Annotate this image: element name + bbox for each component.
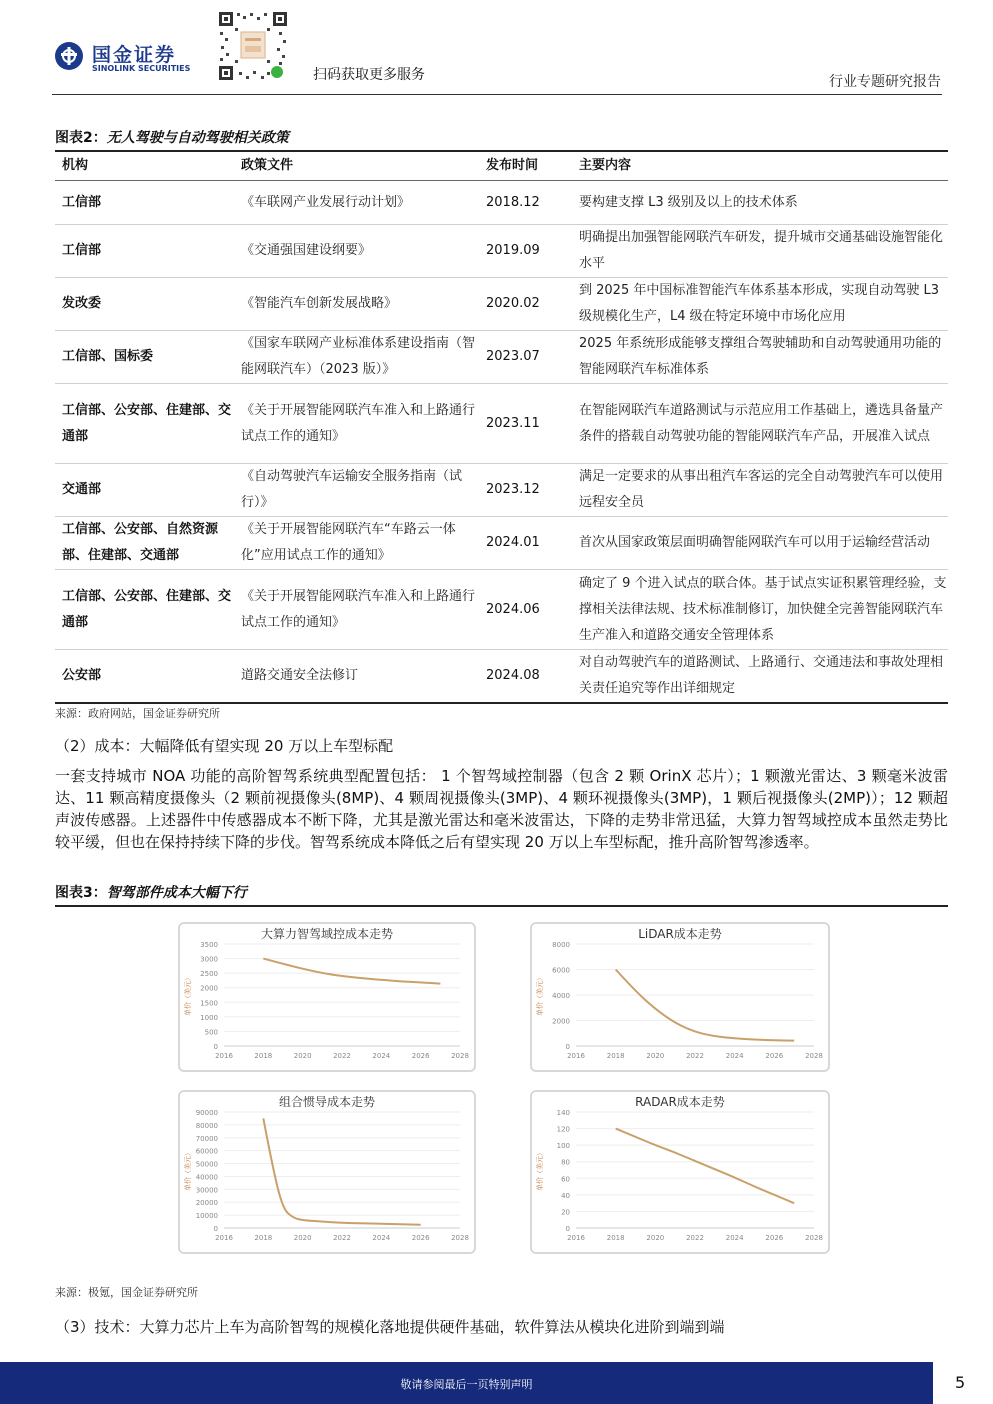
x-tick-label: 2024 bbox=[372, 1234, 391, 1242]
y-tick-label: 8000 bbox=[552, 941, 570, 949]
y-tick-label: 80000 bbox=[195, 1121, 218, 1130]
series-line bbox=[263, 959, 440, 984]
chart-panel-lidar bbox=[530, 922, 830, 1072]
brand-name-en: SINOLINK SECURITIES bbox=[92, 64, 191, 73]
y-axis-label: 单价（美元） bbox=[536, 1149, 544, 1191]
x-tick-label: 2018 bbox=[254, 1052, 273, 1060]
figure2-label: 图表2： bbox=[55, 130, 107, 146]
table-header-row bbox=[55, 151, 948, 181]
x-tick-label: 2026 bbox=[765, 1234, 784, 1242]
qr-code-icon[interactable] bbox=[217, 10, 289, 82]
section-cost-body: 一套支持城市 NOA 功能的高阶智驾系统典型配置包括： 1 个智驾域控制器（包含 2 颗 OrinX 芯片）；1 颗激光雷达、3 颗毫米波雷达、11 颗高精度摄像头（2 颗前视摄像头(8MP)、4 颗周视摄像头(3MP)、4 颗环视摄像头(3MP)，1 颗后视摄像头(2MP)）；12 颗超声波传感器。上述器件中传感器成本不断下降，尤其是激光雷达和毫米波雷达，下降的走势非常迅猛，大算力智驾域控成本虽然走势比较平缓，但也在保持持续下降的步伐。智驾系统成本降低之后有望实现 20 万以上车型标配，推升高阶智驾渗透率。 bbox=[55, 767, 948, 851]
org-cell: 公安部 bbox=[55, 650, 234, 704]
y-tick-label: 1000 bbox=[200, 1013, 218, 1022]
x-tick-label: 2022 bbox=[333, 1052, 351, 1060]
content-cell: 明确提出加强智能网联汽车研发，提升城市交通基础设施智能化水平 bbox=[572, 225, 948, 278]
series-line bbox=[616, 1129, 794, 1204]
y-tick-label: 40000 bbox=[195, 1173, 218, 1182]
doc-cell: 《国家车联网产业标准体系建设指南（智能网联汽车）（2023 版）》 bbox=[234, 331, 479, 384]
figure3-title bbox=[55, 882, 247, 902]
x-tick-label: 2016 bbox=[567, 1234, 585, 1242]
series-line bbox=[263, 1118, 420, 1224]
x-tick-label: 2024 bbox=[725, 1234, 744, 1242]
doc-cell: 《交通强国建设纲要》 bbox=[234, 225, 479, 278]
column-header-content: 主要内容 bbox=[572, 151, 948, 181]
date-cell: 2024.06 bbox=[479, 570, 572, 650]
y-tick-label: 10000 bbox=[195, 1212, 218, 1221]
y-axis-label: 单价（美元） bbox=[184, 1149, 192, 1191]
table-row bbox=[55, 384, 948, 464]
table-row bbox=[55, 331, 948, 384]
y-tick-label: 60000 bbox=[195, 1147, 218, 1156]
sinolink-logo-icon bbox=[54, 41, 84, 71]
x-tick-label: 2026 bbox=[411, 1234, 430, 1242]
report-type: 行业专题研究报告 bbox=[829, 74, 941, 90]
content-cell: 确定了 9 个进入试点的联合体。基于试点实证积累管理经验，支撑相关法律法规、技术标准制修订，加快健全完善智能网联汽车生产准入和道路交通安全管理体系 bbox=[572, 570, 948, 650]
y-tick-label: 30000 bbox=[195, 1186, 218, 1195]
org-cell: 交通部 bbox=[55, 464, 234, 517]
chart-title: 大算力智驾域控成本走势 bbox=[260, 927, 394, 941]
content-cell: 到 2025 年中国标准智能汽车体系基本形成，实现自动驾驶 L3 级规模化生产，L4 级在特定环境中市场化应用 bbox=[572, 278, 948, 331]
table-row bbox=[55, 650, 948, 704]
content-cell: 在智能网联汽车道路测试与示范应用工作基础上，遴选具备量产条件的搭载自动驾驶功能的智能网联汽车产品，开展准入试点 bbox=[572, 384, 948, 464]
org-cell: 工信部 bbox=[55, 225, 234, 278]
doc-cell: 《自动驾驶汽车运输安全服务指南（试行）》 bbox=[234, 464, 479, 517]
date-cell: 2018.12 bbox=[479, 181, 572, 225]
series-line bbox=[616, 970, 794, 1041]
section-tech-heading: （3）技术：大算力芯片上车为高阶智驾的规模化落地提供硬件基础，软件算法从模块化进阶到端到端 bbox=[55, 1318, 725, 1336]
y-tick-label: 40 bbox=[561, 1191, 570, 1200]
y-tick-label: 80 bbox=[561, 1158, 570, 1167]
date-cell: 2024.01 bbox=[479, 517, 572, 570]
x-tick-label: 2020 bbox=[646, 1052, 665, 1060]
doc-cell: 道路交通安全法修订 bbox=[234, 650, 479, 704]
x-tick-label: 2024 bbox=[725, 1052, 744, 1060]
x-tick-label: 2018 bbox=[606, 1052, 625, 1060]
table-row bbox=[55, 278, 948, 331]
org-cell: 工信部 bbox=[55, 181, 234, 225]
y-tick-label: 50000 bbox=[195, 1160, 218, 1169]
figure2-title bbox=[55, 127, 289, 147]
org-cell: 发改委 bbox=[55, 278, 234, 331]
date-cell: 2024.08 bbox=[479, 650, 572, 704]
y-tick-label: 0 bbox=[565, 1043, 570, 1051]
chart-title: RADAR成本走势 bbox=[635, 1095, 725, 1109]
chart-panel-radar bbox=[530, 1090, 830, 1254]
org-cell: 工信部、公安部、住建部、交通部 bbox=[55, 570, 234, 650]
figure3-label: 图表3： bbox=[55, 885, 107, 901]
date-cell: 2019.09 bbox=[479, 225, 572, 278]
figure3-source: 来源：极氪，国金证券研究所 bbox=[55, 1286, 198, 1299]
footer-disclaimer[interactable]: 敬请参阅最后一页特别声明 bbox=[400, 1378, 533, 1391]
date-cell: 2020.02 bbox=[479, 278, 572, 331]
x-tick-label: 2026 bbox=[765, 1052, 784, 1060]
y-tick-label: 140 bbox=[556, 1109, 570, 1117]
chart-ins-cost bbox=[180, 1092, 474, 1252]
content-cell: 首次从国家政策层面明确智能网联汽车可以用于运输经营活动 bbox=[572, 517, 948, 570]
figure2-source: 来源：政府网站，国金证券研究所 bbox=[55, 707, 220, 720]
chart-title: LiDAR成本走势 bbox=[638, 927, 722, 941]
x-tick-label: 2016 bbox=[215, 1234, 233, 1242]
chart-radar-cost bbox=[532, 1092, 828, 1252]
doc-cell: 《关于开展智能网联汽车“车路云一体化”应用试点工作的通知》 bbox=[234, 517, 479, 570]
x-tick-label: 2016 bbox=[567, 1052, 585, 1060]
chart-panel-ins bbox=[178, 1090, 476, 1254]
y-tick-label: 90000 bbox=[195, 1109, 218, 1117]
chart-panel-domain-controller bbox=[178, 922, 476, 1072]
y-tick-label: 0 bbox=[213, 1043, 218, 1051]
y-tick-label: 100 bbox=[556, 1142, 570, 1151]
chart-lidar-cost bbox=[532, 924, 828, 1070]
column-header-doc: 政策文件 bbox=[234, 151, 479, 181]
content-cell: 要构建支撑 L3 级别及以上的技术体系 bbox=[572, 181, 948, 225]
x-tick-label: 2028 bbox=[805, 1052, 823, 1060]
y-tick-label: 3500 bbox=[200, 941, 218, 949]
y-tick-label: 20000 bbox=[195, 1199, 218, 1208]
doc-cell: 《智能汽车创新发展战略》 bbox=[234, 278, 479, 331]
policy-table bbox=[55, 151, 948, 704]
table-row bbox=[55, 225, 948, 278]
y-tick-label: 20 bbox=[561, 1208, 570, 1217]
doc-cell: 《车联网产业发展行动计划》 bbox=[234, 181, 479, 225]
x-tick-label: 2018 bbox=[606, 1234, 625, 1242]
column-header-date: 发布时间 bbox=[479, 151, 572, 181]
figure2-title-text: 无人驾驶与自动驾驶相关政策 bbox=[106, 130, 289, 146]
y-tick-label: 1500 bbox=[200, 999, 218, 1008]
x-tick-label: 2022 bbox=[686, 1052, 704, 1060]
date-cell: 2023.12 bbox=[479, 464, 572, 517]
y-tick-label: 120 bbox=[556, 1125, 570, 1134]
table-row bbox=[55, 181, 948, 225]
page-number: 5 bbox=[955, 1373, 966, 1392]
y-tick-label: 60 bbox=[561, 1175, 570, 1184]
qr-caption: 扫码获取更多服务 bbox=[313, 67, 425, 83]
brand-name-cn: 国金证券 bbox=[92, 44, 177, 66]
y-tick-label: 2500 bbox=[200, 970, 218, 979]
y-tick-label: 4000 bbox=[552, 992, 570, 1000]
org-cell: 工信部、公安部、自然资源部、住建部、交通部 bbox=[55, 517, 234, 570]
content-cell: 对自动驾驶汽车的道路测试、上路通行、交通违法和事故处理相关责任追究等作出详细规定 bbox=[572, 650, 948, 704]
figure3-title-text: 智驾部件成本大幅下行 bbox=[106, 885, 247, 901]
org-cell: 工信部、公安部、住建部、交通部 bbox=[55, 384, 234, 464]
x-tick-label: 2024 bbox=[372, 1052, 391, 1060]
date-cell: 2023.11 bbox=[479, 384, 572, 464]
x-tick-label: 2028 bbox=[451, 1052, 469, 1060]
x-tick-label: 2028 bbox=[451, 1234, 469, 1242]
x-tick-label: 2022 bbox=[686, 1234, 704, 1242]
y-tick-label: 6000 bbox=[552, 966, 570, 975]
x-tick-label: 2020 bbox=[646, 1234, 665, 1242]
column-header-org: 机构 bbox=[55, 151, 234, 181]
org-cell: 工信部、国标委 bbox=[55, 331, 234, 384]
x-tick-label: 2026 bbox=[411, 1052, 430, 1060]
date-cell: 2023.07 bbox=[479, 331, 572, 384]
header-rule bbox=[52, 94, 942, 95]
y-tick-label: 500 bbox=[204, 1028, 218, 1037]
x-tick-label: 2018 bbox=[254, 1234, 273, 1242]
figure3-rule bbox=[55, 905, 948, 907]
table-row bbox=[55, 570, 948, 650]
y-tick-label: 2000 bbox=[200, 984, 218, 993]
chart-title: 组合惯导成本走势 bbox=[278, 1095, 376, 1109]
section-cost-heading: （2）成本：大幅降低有望实现 20 万以上车型标配 bbox=[55, 737, 394, 755]
table-row bbox=[55, 517, 948, 570]
y-axis-label: 单价（美元） bbox=[536, 974, 544, 1016]
y-tick-label: 2000 bbox=[552, 1017, 570, 1026]
y-tick-label: 0 bbox=[565, 1225, 570, 1233]
x-tick-label: 2020 bbox=[293, 1234, 312, 1242]
content-cell: 满足一定要求的从事出租汽车客运的完全自动驾驶汽车可以使用远程安全员 bbox=[572, 464, 948, 517]
y-tick-label: 70000 bbox=[195, 1134, 218, 1143]
x-tick-label: 2016 bbox=[215, 1052, 233, 1060]
x-tick-label: 2020 bbox=[293, 1052, 312, 1060]
content-cell: 2025 年系统形成能够支撑组合驾驶辅助和自动驾驶通用功能的智能网联汽车标准体系 bbox=[572, 331, 948, 384]
chart-domain-controller-cost bbox=[180, 924, 474, 1070]
doc-cell: 《关于开展智能网联汽车准入和上路通行试点工作的通知》 bbox=[234, 570, 479, 650]
doc-cell: 《关于开展智能网联汽车准入和上路通行试点工作的通知》 bbox=[234, 384, 479, 464]
x-tick-label: 2028 bbox=[805, 1234, 823, 1242]
x-tick-label: 2022 bbox=[333, 1234, 351, 1242]
y-axis-label: 单价（美元） bbox=[184, 974, 192, 1016]
y-tick-label: 0 bbox=[213, 1225, 218, 1233]
table-row bbox=[55, 464, 948, 517]
y-tick-label: 3000 bbox=[200, 955, 218, 964]
